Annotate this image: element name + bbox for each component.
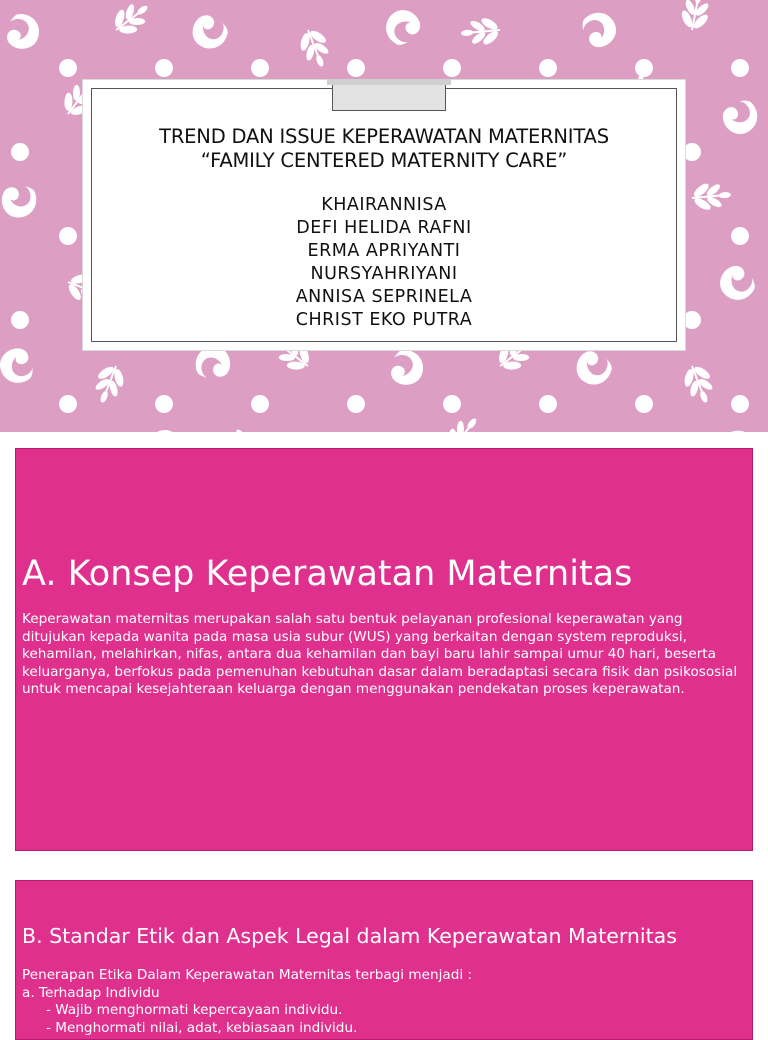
slide-title-line-2: “FAMILY CENTERED MATERNITY CARE”: [200, 149, 568, 172]
title-card-frame: [91, 88, 677, 342]
author-name: ERMA APRIYANTI: [307, 241, 461, 261]
author-name: KHAIRANNISA: [321, 195, 447, 215]
title-slide: [0, 0, 768, 432]
concept-slide: [15, 448, 753, 851]
author-name: CHRIST EKO PUTRA: [295, 310, 473, 330]
author-name: NURSYAHRIYANI: [310, 264, 458, 284]
ethics-heading: B. Standar Etik dan Aspek Legal dalam Keperawatan Maternitas: [22, 924, 677, 948]
title-card-tab: [332, 79, 446, 111]
author-name: ANNISA SEPRINELA: [295, 287, 473, 307]
ethics-intro: Penerapan Etika Dalam Keperawatan Maternitas terbagi menjadi :: [22, 967, 473, 983]
author-list: [92, 194, 676, 332]
ethics-bullet: - Wajib menghormati kepercayaan individu.: [46, 1002, 343, 1019]
concept-heading: A. Konsep Keperawatan Maternitas: [22, 554, 633, 594]
slide-title-line-1: TREND DAN ISSUE KEPERAWATAN MATERNITAS: [159, 125, 609, 148]
ethics-item-a: a. Terhadap Individu: [22, 984, 160, 1001]
ethics-bullet: - Menghormati nilai, adat, kebiasaan individu.: [46, 1019, 358, 1036]
title-card: [83, 80, 685, 350]
ethics-slide: [15, 880, 753, 1040]
author-name: DEFI HELIDA RAFNI: [296, 218, 472, 238]
concept-paragraph: Keperawatan maternitas merupakan salah satu bentuk pelayanan profesional keperawatan yang ditujukan kepada wanita pada masa usia subur (WUS) yang berkaitan dengan system reproduksi, kehamilan, melahirkan, nifas, antara dua kehamilan dan bayi baru lahir sampai umur 40 hari, beserta keluarganya, berfokus pada pemenuhan kebutuhan dasar dalam beradaptasi secara fisik dan psikososial untuk mencapai kesejahteraan keluarga dengan menggunakan pendekatan proses keperawatan.: [22, 611, 738, 698]
ethics-content: [22, 967, 742, 1037]
